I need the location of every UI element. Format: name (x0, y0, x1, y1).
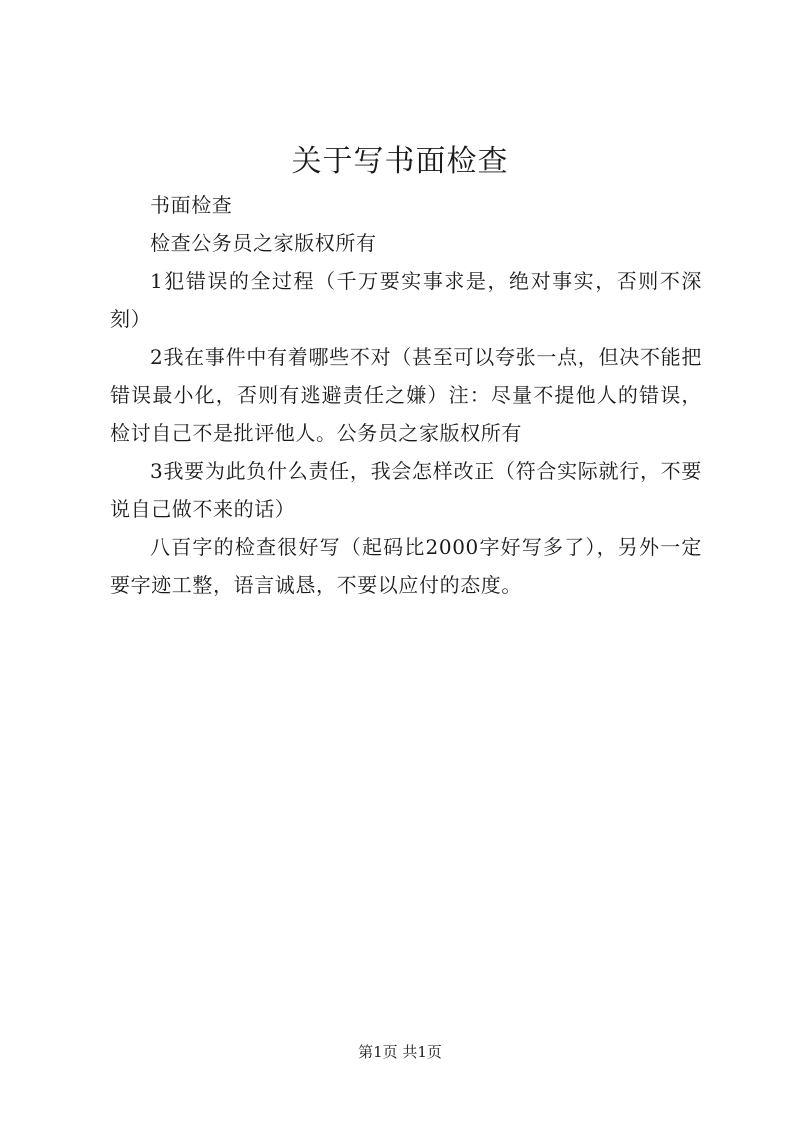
paragraph-heading: 书面检查 (150, 193, 233, 217)
document-title: 关于写书面检查 (291, 144, 509, 179)
paragraph-point-2: 2我在事件中有着哪些不对（甚至可以夸张一点，但决不能把错误最小化，否则有逃避责任之嫌）注：尽量不提他人的错误，检讨自己不是批评他人。公务员之家版权所有 (110, 345, 702, 445)
paragraph-copyright: 检查公务员之家版权所有 (150, 231, 377, 255)
paragraph-point-1: 1犯错误的全过程（千万要实事求是，绝对事实，否则不深刻） (110, 269, 702, 331)
document-body (110, 186, 702, 604)
page-footer: 第1页 共1页 (358, 1043, 442, 1061)
paragraph-point-3: 3我要为此负什么责任，我会怎样改正（符合实际就行，不要说自己做不来的话） (110, 459, 702, 521)
paragraph-closing: 八百字的检查很好写（起码比2000字好写多了），另外一定要字迹工整，语言诚恳，不要以应付的态度。 (110, 535, 702, 597)
